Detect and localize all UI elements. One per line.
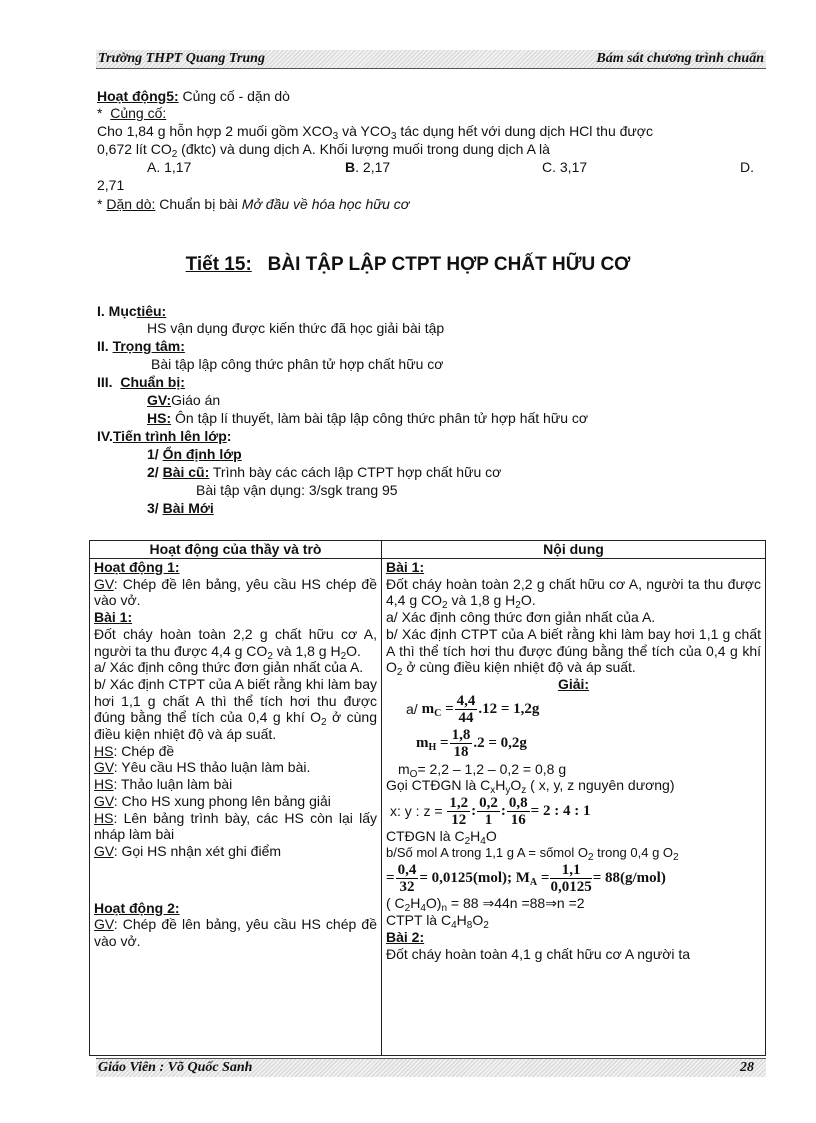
section-objective: I. Mụctiêu:	[97, 303, 167, 319]
activity-column	[90, 559, 382, 1056]
lesson-table	[89, 540, 766, 1056]
student-note-1: HS: Chép đề	[94, 742, 175, 759]
student-note-2: HS: Thảo luận làm bài	[94, 776, 233, 793]
mass-oxygen-eq: $m_O= 2,2 - 1,2 - 0,2 = 0,8$ g	[398, 760, 567, 780]
header-school: Trường THPT Quang Trung	[98, 51, 265, 66]
content-column	[382, 559, 766, 1056]
exercise-1-part-b: b/ Xác định CTPT của A biết rằng khi làm bay hơi 1,1 g chất A thì thể tích hơi thu được đúng bằng thể tích của 0,4 g khí $O_2$ ở cùng điều kiện nhiệt độ và áp suất.	[94, 675, 377, 743]
section-preparation: III. Chuẩn bị:	[97, 374, 185, 390]
exercise-1-text: Đốt cháy hoàn toàn 2,2 g chất hữu cơ A, người ta thu được 4,4 g $CO_2$ và 1,8 g $H_2O$.	[94, 625, 377, 662]
review-question-2: 0,672 lít $CO_2$ (đktc) và dung dịch A. Khối lượng muối trong dung dịch A là	[97, 141, 550, 160]
polymer-eq: ( $C_2H_4O)_n = 88$ ⇒44n =88⇒n =2	[386, 895, 585, 915]
footer-teacher: Giáo Viên : Võ Quốc Sanh	[98, 1060, 253, 1075]
content-exercise-2-label: Bài 2:	[386, 928, 425, 945]
teacher-note-3: GV: Cho HS xung phong lên bảng giải	[94, 792, 331, 809]
col-header-content: Nội dung	[382, 541, 766, 559]
review-question-1: Cho 1,84 g hỗn hợp 2 muối gồm $XCO_3$ và $YCO_3$ tác dụng hết với dung dịch HCl thu được	[97, 123, 653, 142]
header-program: Bám sát chương trình chuẩn	[596, 51, 764, 66]
page-number: 28	[740, 1060, 754, 1075]
empirical-formula: CTĐGN là $C_2H_4O$	[386, 828, 497, 848]
option-b: B. 2,17	[345, 159, 391, 175]
activity-5: Hoạt động5: Củng cố - dặn dò	[97, 88, 290, 104]
mass-hydrogen-eq: $m_H$ = $\frac{1,8}{18}$ .2 = 0,2g	[416, 727, 527, 761]
exercise-1-part-a: a/ Xác định công thức đơn giản nhất của A.	[94, 659, 364, 676]
mass-carbon-eq: a/ $m_C$ = $\frac{4,4}{44}$ .12 = 1,2g	[406, 693, 540, 727]
teacher-note-1: GV: Chép đề lên bảng, yêu cầu HS chép đề vào vở.	[94, 575, 377, 609]
molecular-formula: CTPT là $C_4H_8O_2$	[386, 912, 489, 932]
solution-label: Giải:	[557, 675, 590, 692]
teacher-note-4: GV: Gọi HS nhận xét ghi điểm	[94, 842, 282, 859]
exercise-1-label: Bài 1:	[94, 609, 133, 626]
content-exercise-2-text: Đốt cháy hoàn toàn 4,1 g chất hữu cơ A người ta	[386, 945, 691, 962]
option-c: C. 3,17	[542, 159, 588, 175]
activity-1-label: Hoạt động 1:	[94, 559, 180, 575]
option-d-value: 2,71	[97, 177, 125, 193]
activity-2-label: Hoạt động 2:	[94, 899, 180, 916]
objective-text: HS vận dụng được kiến thức đã học giải bài tập	[147, 320, 445, 336]
section-focus: II. Trọng tâm:	[97, 338, 185, 354]
section-procedure: IV.Tiến trình lên lớp:	[97, 428, 232, 444]
student-note-3: HS: Lên bảng trình bày, các HS còn lại lấy nháp làm bài	[94, 809, 377, 843]
review-label: * Củng cố:	[97, 105, 167, 121]
option-d: D.	[740, 159, 754, 175]
teacher-note-5: GV: Chép đề lên bảng, yêu cầu HS chép đề vào vở.	[94, 916, 377, 950]
content-exercise-1-text: Đốt cháy hoàn toàn 2,2 g chất hữu cơ A, người ta thu được 4,4 g $CO_2$ và 1,8 g $H_2O$.	[386, 575, 761, 612]
step-2-exercise: Bài tập vận dụng: 3/sgk trang 95	[196, 482, 398, 498]
teacher-note-2: GV: Yêu cầu HS thảo luận làm bài.	[94, 759, 311, 776]
content-part-a: a/ Xác định công thức đơn giản nhất của A.	[386, 609, 656, 626]
ratio-eq: x: y : z = $\frac{1,2}{12}$ : $\frac{0,2}{1}$ : $\frac{0,8}{16}$ = 2 : 4 : 1	[390, 794, 591, 828]
empirical-formula-assume: Gọi CTĐGN là $C_xH_yO_z$ ( x, y, z nguyên dương)	[386, 777, 675, 797]
lesson-title: Tiết 15: BÀI TẬP LẬP CTPT HỢP CHẤT HỮU CƠ	[185, 254, 631, 275]
step-1: 1/ Ổn định lớp	[147, 446, 242, 462]
mole-statement: b/Số mol A trong 1,1 g A = sốmol $O_2$ trong 0,4 g $O_2$	[386, 844, 679, 863]
col-header-activity: Hoạt động của thầy và trò	[90, 541, 382, 559]
page-header	[96, 50, 766, 69]
homework: * Dặn dò: Chuẩn bị bài Mở đầu về hóa học hữu cơ	[97, 196, 410, 212]
content-part-b: b/ Xác định CTPT của A biết rằng khi làm bay hơi 1,1 g chất A thì thể tích hơi thu được đúng bằng thể tích của 0,4 g khí $O_2$ ở cùng điều kiện nhiệt độ và áp suất.	[386, 625, 761, 679]
step-2: 2/ Bài cũ: Trình bày các cách lập CTPT hợp chất hữu cơ	[147, 464, 502, 480]
option-a: A. 1,17	[147, 159, 192, 175]
focus-text: Bài tập lập công thức phân tử hợp chất hữu cơ	[151, 356, 444, 372]
content-exercise-1-label: Bài 1:	[386, 559, 425, 575]
molar-mass-eq: = $\frac{0,4}{32}$ = 0,0125(mol); $M_A$ = $\frac{1,1}{0,0125}$ = 88(g/mol)	[386, 861, 666, 895]
step-3: 3/ Bài Mới	[147, 500, 214, 516]
prep-student: HS: Ôn tập lí thuyết, làm bài tập lập công thức phân tử hợp hất hữu cơ	[147, 410, 589, 426]
prep-teacher: GV:Giáo án	[147, 392, 221, 408]
page-footer	[96, 1058, 766, 1077]
